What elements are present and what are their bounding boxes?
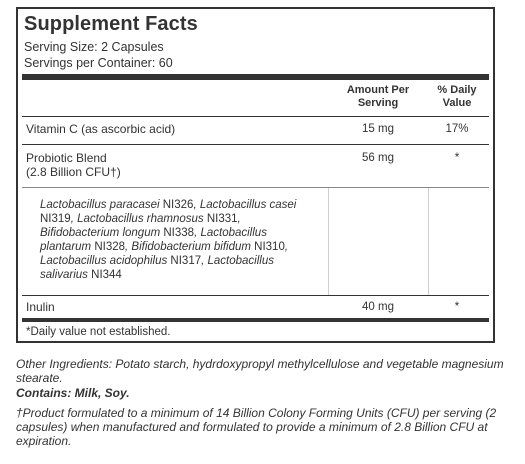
thick-divider xyxy=(22,318,489,322)
column-header-daily-value xyxy=(430,84,484,110)
nutrient-dv-vitamin-c: 17% xyxy=(445,123,469,135)
header-divider xyxy=(22,116,489,117)
nutrient-name-inulin: Inulin xyxy=(26,300,55,314)
serving-size: Serving Size: 2 Capsules xyxy=(24,40,164,54)
column-header-amount-line1: Amount Per xyxy=(346,84,410,96)
strain-genus: Lactobacillus paracasei xyxy=(40,199,160,211)
strain-block-divider xyxy=(328,188,329,295)
row-divider xyxy=(22,295,489,296)
nutrient-amount-probiotic-blend: 56 mg xyxy=(362,152,394,164)
strain-genus: Lactobacillus salivarius xyxy=(40,255,274,281)
strain-genus: Lactobacillus casei xyxy=(199,199,297,211)
supplement-facts-panel xyxy=(16,7,495,343)
row-divider xyxy=(22,187,489,188)
strain-genus: Lactobacillus acidophilus xyxy=(40,255,168,267)
strain-genus: Lactobacillus plantarum xyxy=(40,227,267,253)
servings-per-container: Servings per Container: 60 xyxy=(24,56,173,70)
strain-genus: Bifidobacterium bifidum xyxy=(131,241,251,253)
nutrient-name-vitamin-c: Vitamin C (as ascorbic acid) xyxy=(26,122,176,136)
strain-code: NI317 xyxy=(170,255,202,267)
strain-code: NI328 xyxy=(94,241,126,253)
row-divider xyxy=(22,144,489,145)
column-header-dv-line2: Value xyxy=(442,97,472,109)
daily-value-footnote: *Daily value not established. xyxy=(26,326,171,338)
strain-code: NI310 xyxy=(254,241,285,253)
strain-genus: Lactobacillus rhamnosus xyxy=(77,213,204,225)
thick-divider xyxy=(22,74,489,80)
cfu-disclaimer: †Product formulated to a minimum of 14 Billion Colony Forming Units (CFU) per serving (2 capsules) when manufactured and formulated to provide a minimum of 2.8 Billion CFU at expiration. xyxy=(16,406,497,448)
probiotic-blend-label: Probiotic Blend xyxy=(26,151,107,165)
nutrient-amount-vitamin-c: 15 mg xyxy=(362,123,394,135)
strain-code: NI338 xyxy=(163,227,195,239)
allergen-contains: Contains: Milk, Soy. xyxy=(16,386,130,400)
column-header-dv-line1: % Daily xyxy=(437,84,477,96)
facts-title: Supplement Facts xyxy=(24,13,198,35)
nutrient-dv-probiotic-blend: * xyxy=(454,152,460,164)
column-header-amount-line2: Serving xyxy=(357,97,399,109)
strain-block-divider xyxy=(428,188,429,295)
strain-code: NI326 xyxy=(162,199,194,211)
strain-code: NI331 xyxy=(206,213,238,225)
strain-genus: Bifidobacterium longum xyxy=(40,227,161,239)
column-header-amount xyxy=(333,84,423,110)
nutrient-name-probiotic-blend xyxy=(26,151,121,179)
other-ingredients: Other Ingredients: Potato starch, hydrdoxypropyl methylcellulose and vegetable magnesium stearate. xyxy=(16,357,504,385)
strain-code: NI344 xyxy=(91,269,122,281)
nutrient-amount-inulin: 40 mg xyxy=(362,301,394,313)
nutrient-dv-inulin: * xyxy=(454,301,460,313)
strain-code: NI319 xyxy=(40,213,71,225)
probiotic-blend-cfu: (2.8 Billion CFU†) xyxy=(26,165,121,179)
probiotic-strain-list: Lactobacillus paracasei NI326, Lactobacillus casei NI319, Lactobacillus rhamnosus NI331, Bifidobacterium longum NI338, Lactobacillus plantarum NI328, Bifidobacterium bifidum NI310, Lactobacillus acidophilus NI317, Lactobacillus salivarius NI344 xyxy=(40,199,297,281)
